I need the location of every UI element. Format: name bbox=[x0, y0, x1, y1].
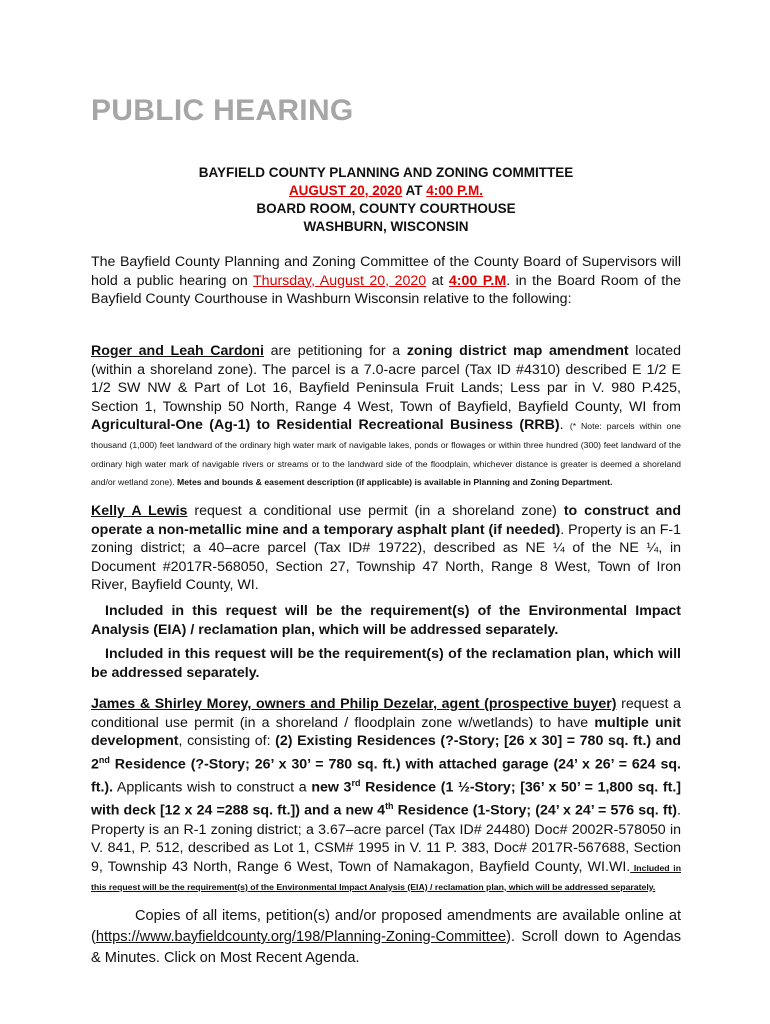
hearing-time: 4:00 P.M. bbox=[426, 183, 484, 198]
petitioner-name: Kelly A Lewis bbox=[91, 503, 188, 519]
page-title: PUBLIC HEARING bbox=[91, 94, 354, 127]
hearing-city: WASHBURN, WISCONSIN bbox=[303, 219, 469, 234]
intro-paragraph: The Bayfield County Planning and Zoning Committee of the County Board of Supervisors will hold a public hearing on Thursday, August 20, 2020 at 4:00 P.M. in the Board Room of the Bayfield County Courthouse in Washburn Wisconsin relative to the following: bbox=[91, 254, 681, 308]
petition-lewis: Kelly A Lewis request a conditional use permit (in a shoreland zone) to construct and operate a non-metallic mine and a temporary asphalt plant (if needed). Property is an F-1 zoning district; a 40–acre parcel (Tax ID# 19722), described as NE ¼ of the NE ¼, in Document #2017R-568050, Section 27, Township 47 North, Range 8 West, Town of Iron River, Bayfield County, WI. Included in this request will be the requirement(s) of the Environmental Impact Analysis (EIA) / reclamation plan, which will be addressed separately. Included in this request will be the requirement(s) of the reclamation plan, which will be addressed separately. bbox=[91, 503, 681, 681]
hearing-datetime: AUGUST 20, 2020 AT 4:00 P.M. bbox=[288, 183, 484, 198]
petitioner-name: James & Shirley Morey, owners and Philip Dezelar, agent (prospective buyer) bbox=[91, 696, 617, 712]
hearing-header bbox=[91, 164, 681, 236]
eia-requirement: Included in this request will be the requirement(s) of the Environmental Impact Analysis (EIA) / reclamation plan, which will be addressed separately. bbox=[91, 602, 681, 638]
petition-morey: James & Shirley Morey, owners and Philip Dezelar, agent (prospective buyer) request a conditional use permit (in a shoreland / floodplain zone w/wetlands) to have multiple unit development, consisting of: (2) Existing Residences (?-Story; [26 x 30] = 780 sq. ft.) and 2nd Residence (?-Story; 26’ x 30’ = 780 sq. ft.) with attached garage (24’ x 26’ = 624 sq. ft.). Applicants wish to construct a new 3rd Residence (1 ½-Story; [36’ x 50’ = 1,800 sq. ft.] with deck [12 x 24 =288 sq. ft.]) and a new 4th Residence (1-Story; (24’ x 24’ = 576 sq. ft). Property is an R-1 zoning district; a 3.67–acre parcel (Tax ID# 24480) Doc# 2002R-578050 in V. 841, P. 512, described as Lot 1, CSM# 1995 in V. 11 P. 383, Doc# 2017R-567688, Section 9, Township 43 North, Range 6 West, Town of Namakagon, Bayfield County, WI.WI. Included in this request will be the requirement(s) of the Environmental Impact Analysis (EIA) / reclamation plan, which will be addressed separately. bbox=[91, 696, 681, 892]
hearing-location: BOARD ROOM, COUNTY COURTHOUSE bbox=[256, 201, 516, 216]
committee-name: BAYFIELD COUNTY PLANNING AND ZONING COMMITTEE bbox=[198, 165, 574, 180]
shoreland-note: (* Note: parcels within one thousand (1,000) feet landward of the ordinary high water mark of navigable lakes, ponds or flowages or within three hundred (300) feet landward of the ordinary high water mark of navigable rivers or streams or to the landward side of the floodplain, whichever distance is greater is deemed a shoreland and/or wetland zone). bbox=[91, 421, 681, 488]
reclamation-requirement: Included in this request will be the requirement(s) of the reclamation plan, which will be addressed separately. bbox=[91, 646, 681, 681]
petitioner-name: Roger and Leah Cardoni bbox=[91, 343, 264, 359]
eia-note: Included in this request will be the requirement(s) of the Environmental Impact Analysis (EIA) / reclamation plan, which will be addressed separately. bbox=[91, 862, 681, 892]
planning-zoning-link[interactable]: https://www.bayfieldcounty.org/198/Planning-Zoning-Committee bbox=[95, 929, 507, 945]
footer-paragraph: Copies of all items, petition(s) and/or proposed amendments are available online at (https://www.bayfieldcounty.org/198/Planning-Zoning-Committee). Scroll down to Agendas & Minutes. Click on Most Recent Agenda. bbox=[91, 908, 681, 966]
petition-cardoni: Roger and Leah Cardoni are petitioning for a zoning district map amendment located (within a shoreland zone). The parcel is a 7.0-acre parcel (Tax ID #4310) described E 1/2 E 1/2 SW NW & Part of Lot 16, Bayfield Peninsula Fruit Lands; Less par in V. 980 P.425, Section 1, Township 50 North, Range 4 West, Town of Bayfield, Bayfield County, WI from Agricultural-One (Ag-1) to Residential Recreational Business (RRB). (* Note: parcels within one thousand (1,000) feet landward of the ordinary high water mark of navigable lakes, ponds or flowages or within three hundred (300) feet landward of the ordinary high water mark of navigable rivers or streams or to the landward side of the floodplain, whichever distance is greater is deemed a shoreland and/or wetland zone). Metes and bounds & easement description (if applicable) is available in Planning and Zoning Department. bbox=[91, 343, 682, 488]
hearing-date: AUGUST 20, 2020 bbox=[288, 183, 403, 198]
